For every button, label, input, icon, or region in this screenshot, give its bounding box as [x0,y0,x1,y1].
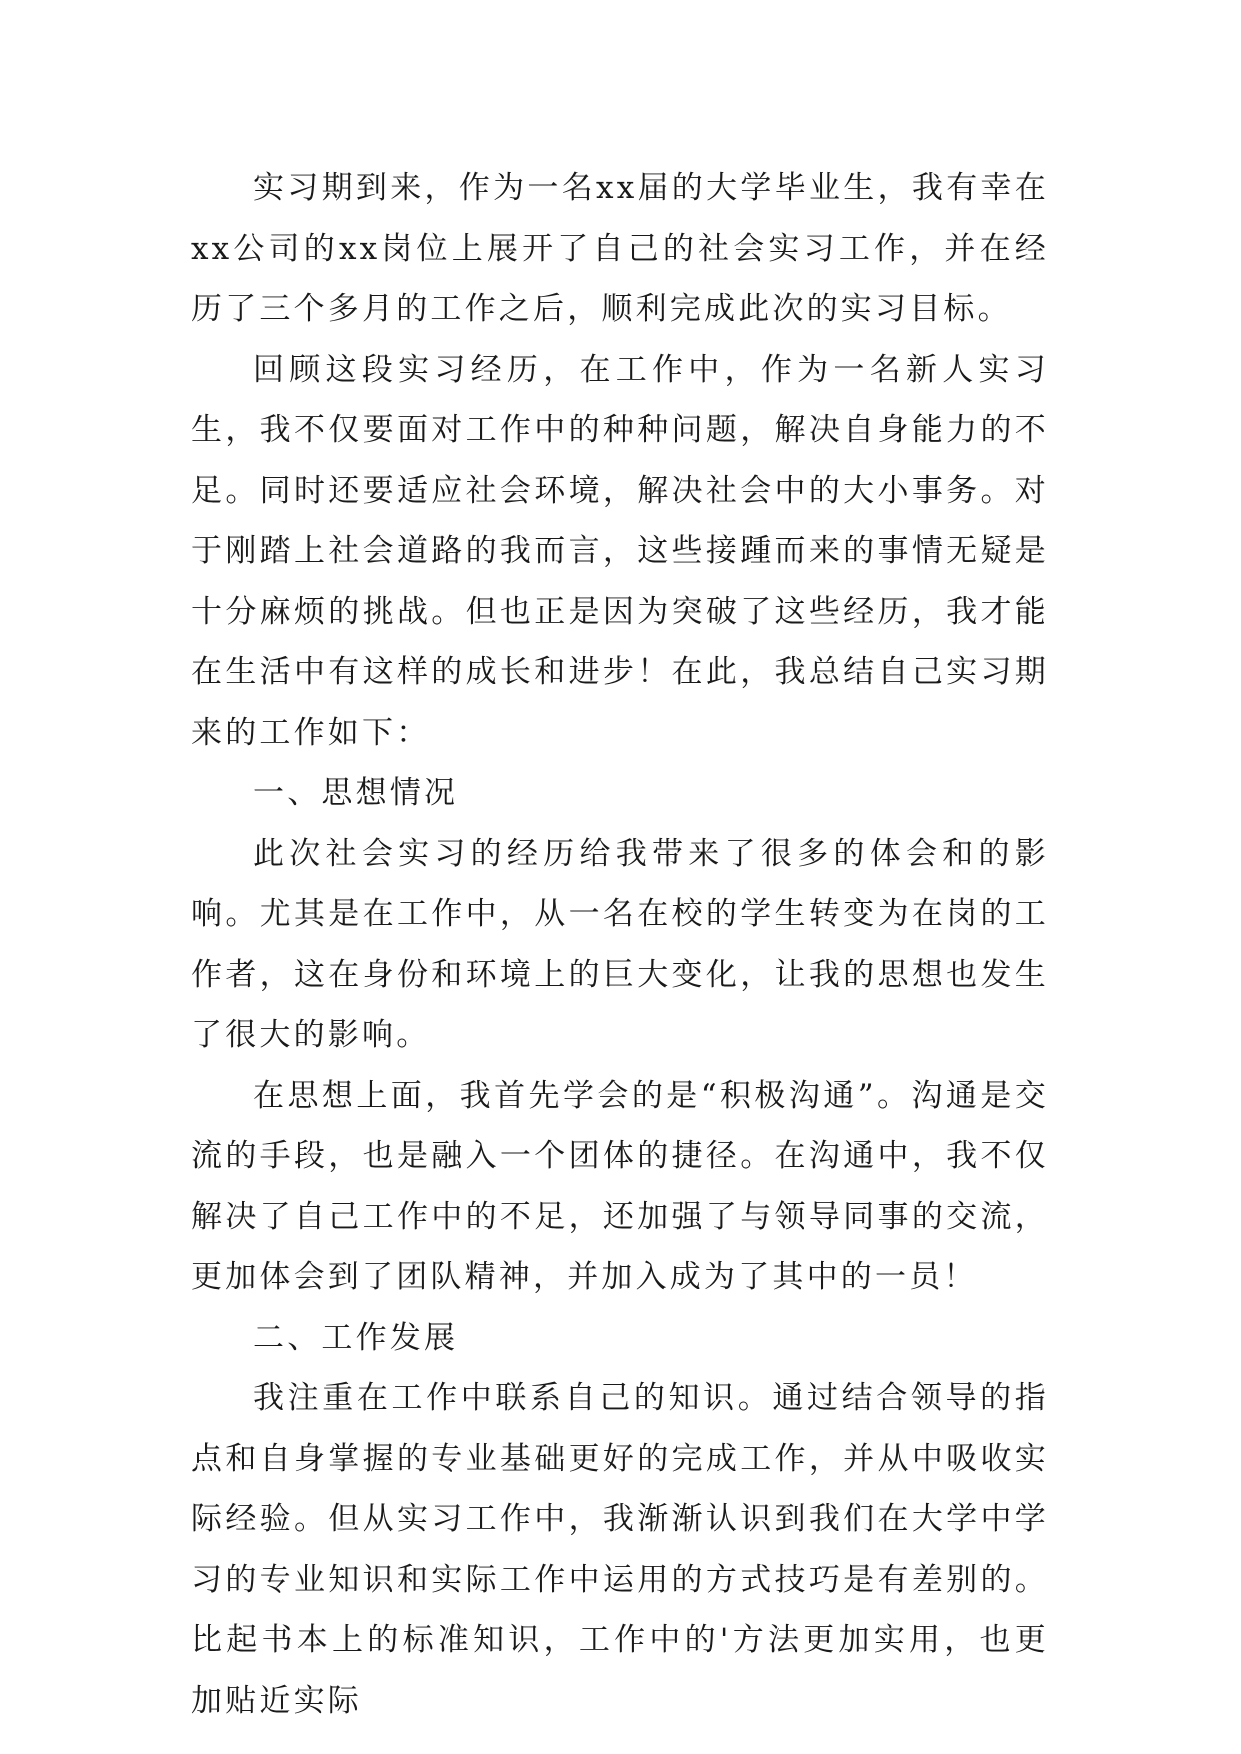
paragraph-work: 我注重在工作中联系自己的知识。通过结合领导的指点和自身掌握的专业基础更好的完成工作，并从中吸收实际经验。但从实习工作中，我渐渐认识到我们在大学中学习的专业知识和实际工作中运用的方式技巧是有差别的。比起书本上的标准知识，工作中的'方法更加实用，也更加贴近实际 [191,1380,1049,1719]
section-heading-thoughts: 一、思想情况 [253,775,459,811]
paragraph-intro: 实习期到来，作为一名xx届的大学毕业生，我有幸在xx公司的xx岗位上展开了自己的社会实习工作，并在经历了三个多月的工作之后，顺利完成此次的实习目标。 [191,170,1049,327]
document-body [191,158,1049,1731]
paragraph-communication: 在思想上面，我首先学会的是“积极沟通”。沟通是交流的手段，也是融入一个团体的捷径。在沟通中，我不仅解决了自己工作中的不足，还加强了与领导同事的交流，更加体会到了团队精神，并加入成为了其中的一员！ [191,1077,1049,1295]
section-heading-work: 二、工作发展 [253,1319,459,1356]
paragraph-review: 回顾这段实习经历，在工作中，作为一名新人实习生，我不仅要面对工作中的种种问题，解决自身能力的不足。同时还要适应社会环境，解决社会中的大小事务。对于刚踏上社会道路的我而言，这些接踵而来的事情无疑是十分麻烦的挑战。但也正是因为突破了这些经历，我才能在生活中有这样的成长和进步！在此，我总结自己实习期来的工作如下： [191,351,1049,751]
paragraph-thoughts: 此次社会实习的经历给我带来了很多的体会和的影响。尤其是在工作中，从一名在校的学生转变为在岗的工作者，这在身份和环境上的巨大变化，让我的思想也发生了很大的影响。 [191,835,1049,1053]
